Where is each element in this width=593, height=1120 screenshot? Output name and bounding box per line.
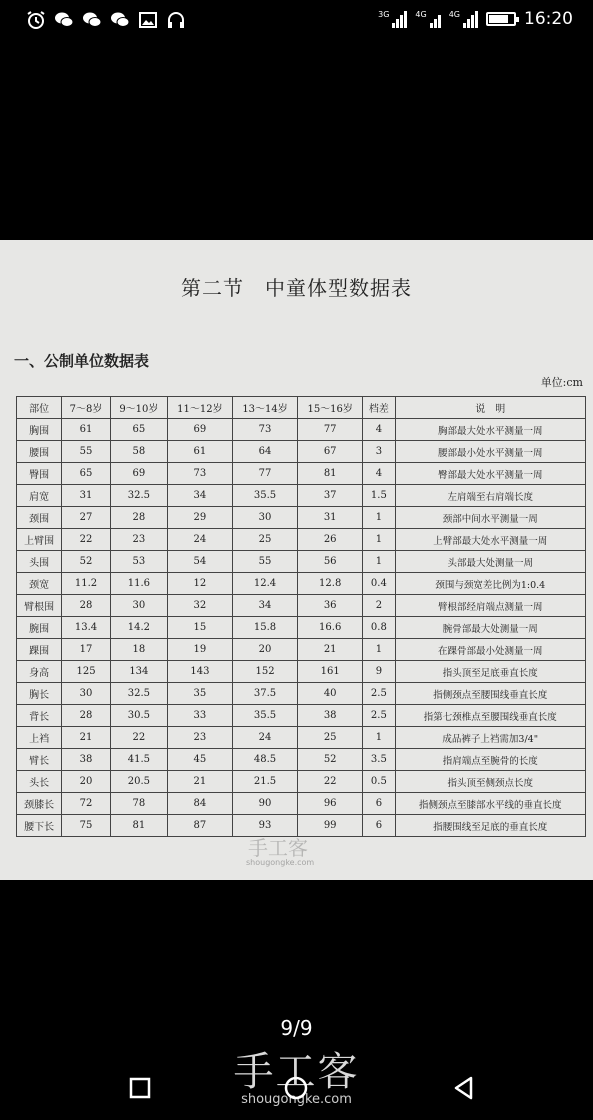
value-cell: 21 [298,639,363,661]
value-cell: 21 [62,727,111,749]
value-cell: 53 [110,551,167,573]
value-cell: 77 [298,419,363,441]
value-cell: 78 [110,793,167,815]
part-name-cell: 身高 [17,661,62,683]
photo-image[interactable] [0,240,593,880]
value-cell: 3.5 [363,749,395,771]
value-cell: 0.8 [363,617,395,639]
recent-apps-icon[interactable] [126,1074,154,1102]
battery-fill [489,15,508,23]
value-cell: 30.5 [110,705,167,727]
value-cell: 28 [110,507,167,529]
table-row [17,639,586,661]
value-cell: 2 [363,595,395,617]
value-cell: 20 [62,771,111,793]
description-cell: 颈围与颈宽差比例为1:0.4 [395,573,585,595]
value-cell: 96 [298,793,363,815]
status-bar [0,0,593,42]
value-cell: 25 [232,529,297,551]
value-cell: 35 [167,683,232,705]
value-cell: 31 [298,507,363,529]
value-cell: 22 [110,727,167,749]
value-cell: 12.8 [298,573,363,595]
description-cell: 在踝骨部最小处测量一周 [395,639,585,661]
value-cell: 17 [62,639,111,661]
value-cell: 69 [167,419,232,441]
description-cell: 颈部中间水平测量一周 [395,507,585,529]
value-cell: 35.5 [232,705,297,727]
value-cell: 81 [298,463,363,485]
value-cell: 81 [110,815,167,837]
value-cell: 55 [232,551,297,573]
value-cell: 34 [232,595,297,617]
value-cell: 23 [167,727,232,749]
table-row [17,463,586,485]
description-cell: 胸部最大处水平测量一周 [395,419,585,441]
table-row [17,617,586,639]
column-header: 15～16岁 [298,397,363,419]
brand-watermark: 手工客 [233,1049,360,1095]
value-cell: 24 [167,529,232,551]
value-cell: 1 [363,639,395,661]
value-cell: 12.4 [232,573,297,595]
part-name-cell: 上臂围 [17,529,62,551]
value-cell: 32.5 [110,683,167,705]
part-name-cell: 背长 [17,705,62,727]
column-header: 档差 [363,397,395,419]
table-row [17,551,586,573]
value-cell: 1.5 [363,485,395,507]
value-cell: 84 [167,793,232,815]
description-cell: 头部最大处测量一周 [395,551,585,573]
value-cell: 22 [62,529,111,551]
table-row [17,705,586,727]
description-cell: 指头顶至侧颈点长度 [395,771,585,793]
description-cell: 指侧颈点至腰围线垂直长度 [395,683,585,705]
value-cell: 4 [363,419,395,441]
value-cell: 6 [363,815,395,837]
value-cell: 40 [298,683,363,705]
value-cell: 18 [110,639,167,661]
table-row [17,771,586,793]
unit-label: 单位:cm [540,376,583,389]
value-cell: 32.5 [110,485,167,507]
value-cell: 52 [298,749,363,771]
value-cell: 9 [363,661,395,683]
value-cell: 77 [232,463,297,485]
value-cell: 25 [298,727,363,749]
value-cell: 0.5 [363,771,395,793]
value-cell: 11.6 [110,573,167,595]
part-name-cell: 臂根围 [17,595,62,617]
description-cell: 腰部最小处水平测量一周 [395,441,585,463]
value-cell: 87 [167,815,232,837]
section-heading: 一、公制单位数据表 [14,352,150,370]
part-name-cell: 腰围 [17,441,62,463]
value-cell: 75 [62,815,111,837]
table-row [17,507,586,529]
value-cell: 125 [62,661,111,683]
value-cell: 22 [298,771,363,793]
value-cell: 41.5 [110,749,167,771]
value-cell: 58 [110,441,167,463]
value-cell: 143 [167,661,232,683]
value-cell: 35.5 [232,485,297,507]
value-cell: 1 [363,507,395,529]
value-cell: 38 [62,749,111,771]
brand-url: shougongke.com [241,1092,352,1107]
value-cell: 61 [62,419,111,441]
value-cell: 1 [363,529,395,551]
value-cell: 28 [62,595,111,617]
notification-icons [26,10,186,30]
value-cell: 65 [110,419,167,441]
value-cell: 31 [62,485,111,507]
signal-4g-icon: 4G [449,10,478,28]
value-cell: 61 [167,441,232,463]
table-row [17,683,586,705]
value-cell: 15 [167,617,232,639]
navigation-bar [0,1060,593,1116]
description-cell: 指侧颈点至膝部水平线的垂直长度 [395,793,585,815]
description-cell: 指腰围线至足底的垂直长度 [395,815,585,837]
part-name-cell: 踝围 [17,639,62,661]
table-row [17,485,586,507]
value-cell: 64 [232,441,297,463]
value-cell: 19 [167,639,232,661]
part-name-cell: 腰下长 [17,815,62,837]
wechat-icon [82,10,102,30]
back-icon[interactable] [450,1074,478,1102]
table-row [17,529,586,551]
value-cell: 72 [62,793,111,815]
watermark-url: shougongke.com [246,858,315,867]
table-row [17,573,586,595]
page-counter: 9/9 [280,1016,313,1040]
size-table [16,396,586,837]
table-row [17,793,586,815]
part-name-cell: 上裆 [17,727,62,749]
value-cell: 0.4 [363,573,395,595]
part-name-cell: 颈围 [17,507,62,529]
value-cell: 134 [110,661,167,683]
value-cell: 67 [298,441,363,463]
value-cell: 30 [62,683,111,705]
table-row [17,661,586,683]
value-cell: 28 [62,705,111,727]
part-name-cell: 胸围 [17,419,62,441]
value-cell: 11.2 [62,573,111,595]
part-name-cell: 颈膝长 [17,793,62,815]
value-cell: 45 [167,749,232,771]
value-cell: 65 [62,463,111,485]
image-icon [138,10,158,30]
description-cell: 上臂部最大处水平测量一周 [395,529,585,551]
part-name-cell: 头长 [17,771,62,793]
value-cell: 33 [167,705,232,727]
table-row [17,419,586,441]
signal-3g-icon: 3G [378,10,407,28]
table-row [17,441,586,463]
value-cell: 54 [167,551,232,573]
value-cell: 32 [167,595,232,617]
table-row [17,595,586,617]
part-name-cell: 腕围 [17,617,62,639]
description-cell: 臀部最大处水平测量一周 [395,463,585,485]
description-cell: 成品裤子上裆需加3/4" [395,727,585,749]
clock: 16:20 [524,9,573,29]
page-title: 第二节 中童体型数据表 [181,276,412,300]
wechat-icon [54,10,74,30]
value-cell: 56 [298,551,363,573]
battery-icon [486,12,516,26]
value-cell: 2.5 [363,705,395,727]
value-cell: 55 [62,441,111,463]
value-cell: 15.8 [232,617,297,639]
description-cell: 臂根部经肩端点测量一周 [395,595,585,617]
home-icon[interactable] [282,1074,310,1102]
table-row [17,749,586,771]
column-header: 13～14岁 [232,397,297,419]
signal-4g-icon: 4G [415,10,440,28]
value-cell: 1 [363,551,395,573]
description-cell: 指头顶至足底垂直长度 [395,661,585,683]
wechat-icon [110,10,130,30]
value-cell: 30 [110,595,167,617]
description-cell: 指第七颈椎点至腰围线垂直长度 [395,705,585,727]
column-header: 9～10岁 [110,397,167,419]
column-header: 部位 [17,397,62,419]
part-name-cell: 肩宽 [17,485,62,507]
watermark: 手工客 [248,836,308,860]
description-cell: 指肩端点至腕骨的长度 [395,749,585,771]
value-cell: 52 [62,551,111,573]
value-cell: 14.2 [110,617,167,639]
value-cell: 99 [298,815,363,837]
value-cell: 24 [232,727,297,749]
value-cell: 4 [363,463,395,485]
part-name-cell: 臂长 [17,749,62,771]
value-cell: 93 [232,815,297,837]
alarm-icon [26,10,46,30]
description-cell: 左肩端至右肩端长度 [395,485,585,507]
value-cell: 38 [298,705,363,727]
value-cell: 21 [167,771,232,793]
value-cell: 37 [298,485,363,507]
value-cell: 48.5 [232,749,297,771]
value-cell: 29 [167,507,232,529]
part-name-cell: 胸长 [17,683,62,705]
value-cell: 37.5 [232,683,297,705]
part-name-cell: 臀围 [17,463,62,485]
value-cell: 20.5 [110,771,167,793]
value-cell: 26 [298,529,363,551]
value-cell: 161 [298,661,363,683]
value-cell: 6 [363,793,395,815]
column-header: 11～12岁 [167,397,232,419]
value-cell: 30 [232,507,297,529]
table-header-row [17,397,586,419]
table-row [17,727,586,749]
value-cell: 12 [167,573,232,595]
value-cell: 3 [363,441,395,463]
system-indicators [378,9,573,29]
table-body [17,419,586,837]
value-cell: 73 [232,419,297,441]
part-name-cell: 头围 [17,551,62,573]
value-cell: 152 [232,661,297,683]
column-header: 7～8岁 [62,397,111,419]
value-cell: 2.5 [363,683,395,705]
value-cell: 20 [232,639,297,661]
value-cell: 69 [110,463,167,485]
value-cell: 13.4 [62,617,111,639]
column-header: 说 明 [395,397,585,419]
value-cell: 27 [62,507,111,529]
value-cell: 73 [167,463,232,485]
value-cell: 90 [232,793,297,815]
value-cell: 34 [167,485,232,507]
description-cell: 腕骨部最大处测量一周 [395,617,585,639]
value-cell: 21.5 [232,771,297,793]
value-cell: 16.6 [298,617,363,639]
value-cell: 36 [298,595,363,617]
headset-icon [166,10,186,30]
value-cell: 1 [363,727,395,749]
value-cell: 23 [110,529,167,551]
part-name-cell: 颈宽 [17,573,62,595]
